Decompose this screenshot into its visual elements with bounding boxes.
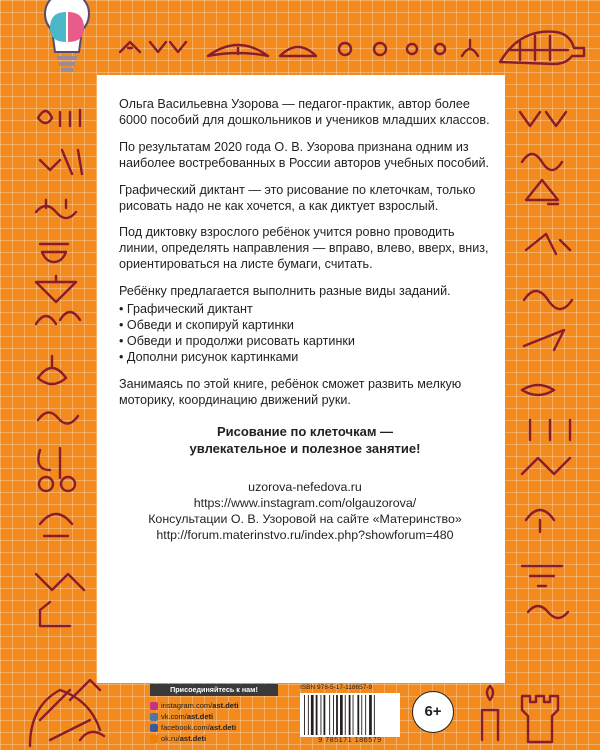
barcode-bar bbox=[336, 695, 338, 735]
task-item: • Обведи и продолжи рисовать картинки bbox=[119, 334, 491, 350]
barcode-number: 9 785171 186579 bbox=[318, 737, 382, 744]
barcode-bar bbox=[321, 695, 322, 735]
barcode-bar bbox=[369, 695, 372, 735]
instagram-icon bbox=[150, 702, 158, 710]
barcode-bar bbox=[324, 695, 326, 735]
barcode-bar bbox=[361, 695, 362, 735]
tasks-intro: Ребёнку предлагается выполнить разные виды заданий. bbox=[119, 284, 451, 299]
barcode-bar bbox=[329, 695, 330, 735]
consultations-text: Консультации О. В. Узоровой на сайте «Материнство» bbox=[148, 511, 462, 526]
task-item: • Обведи и скопируй картинки bbox=[119, 318, 491, 334]
top-ornament-1 bbox=[120, 42, 140, 52]
social-instagram[interactable]: instagram.com/ ast.deti bbox=[150, 700, 239, 711]
author-bio-1: Ольга Васильевна Узорова — педагог-практик, автор более 6000 пособий для дошкольников и учеников младших классов. bbox=[119, 97, 490, 127]
odnoklassniki-icon bbox=[150, 735, 158, 743]
instagram-link[interactable]: https://www.instagram.com/olgauzorova/ bbox=[193, 495, 417, 510]
right-ornament-1 bbox=[520, 112, 566, 126]
task-item: • Графический диктант bbox=[119, 302, 491, 318]
candle-ornament bbox=[482, 686, 498, 740]
top-ornament-3 bbox=[208, 45, 268, 56]
website-link[interactable]: uzorova-nefedova.ru bbox=[248, 479, 362, 494]
barcode-bar bbox=[353, 695, 354, 735]
chess-rook-ornament bbox=[522, 696, 558, 742]
barcode-bar bbox=[349, 695, 351, 735]
slogan-line-1: Рисование по клеточкам — bbox=[216, 423, 394, 439]
task-item: • Дополни рисунок картинками bbox=[119, 350, 491, 366]
barcode-bar bbox=[340, 695, 343, 735]
barcode-bar bbox=[357, 695, 359, 735]
slogan-line-2: увлекательное и полезное занятие! bbox=[189, 440, 421, 456]
social-links bbox=[150, 700, 239, 744]
social-vk[interactable]: vk.com/ ast.deti bbox=[150, 711, 239, 722]
cover-text bbox=[119, 97, 491, 543]
barcode-bar bbox=[365, 695, 366, 735]
join-us-banner: Присоединяйтесь к нам! bbox=[150, 684, 278, 696]
age-rating-badge: 6+ bbox=[412, 691, 454, 733]
social-ok[interactable]: ok.ru/ ast.deti bbox=[150, 733, 239, 744]
barcode-bar bbox=[374, 695, 375, 735]
tasks-list bbox=[119, 302, 491, 366]
author-bio-2: По результатам 2020 года О. В. Узорова признана одним из наиболее востребованных в России авторов учебных пособий. bbox=[119, 139, 490, 170]
turtle-ornament bbox=[500, 32, 584, 64]
left-ornament-1 bbox=[38, 110, 80, 126]
links-block bbox=[119, 479, 491, 543]
social-facebook[interactable]: facebook.com/ ast.deti bbox=[150, 722, 239, 733]
barcode-bar bbox=[308, 695, 309, 735]
content-panel bbox=[97, 75, 505, 683]
vk-icon bbox=[150, 713, 158, 721]
barcode-bar bbox=[311, 695, 314, 735]
skills-paragraph: Под диктовку взрослого ребёнок учится ровно проводить линии, определять направления — вправо, влево, вверх, вниз, ориентироваться на листе бумаги, считать. bbox=[119, 225, 489, 272]
top-ornament-5 bbox=[339, 43, 351, 55]
facebook-icon bbox=[150, 724, 158, 732]
intro-paragraph: Графический диктант — это рисование по клеточкам, только рисовать надо не как хочется, а как диктует взрослый. bbox=[119, 182, 476, 213]
barcode-bar bbox=[333, 695, 334, 735]
benefit-paragraph: Занимаясь по этой книге, ребёнок сможет развить мелкую моторику, координацию движений руки. bbox=[119, 376, 462, 407]
slogan bbox=[119, 423, 491, 457]
top-ornament-4 bbox=[280, 47, 316, 56]
barcode-bar bbox=[345, 695, 346, 735]
forum-link[interactable]: http://forum.materinstvo.ru/index.php?showforum=480 bbox=[156, 527, 454, 542]
top-ornament-6 bbox=[462, 40, 478, 56]
top-ornament-2 bbox=[150, 42, 186, 52]
peacock-ornament bbox=[30, 680, 104, 746]
barcode bbox=[300, 693, 400, 737]
isbn-label: ISBN 978-5-17-118657-9 bbox=[300, 684, 373, 691]
barcode-bar bbox=[316, 695, 318, 735]
barcode-bars bbox=[300, 693, 400, 737]
barcode-bar bbox=[304, 695, 305, 735]
brain-bulb-logo bbox=[45, 0, 89, 72]
